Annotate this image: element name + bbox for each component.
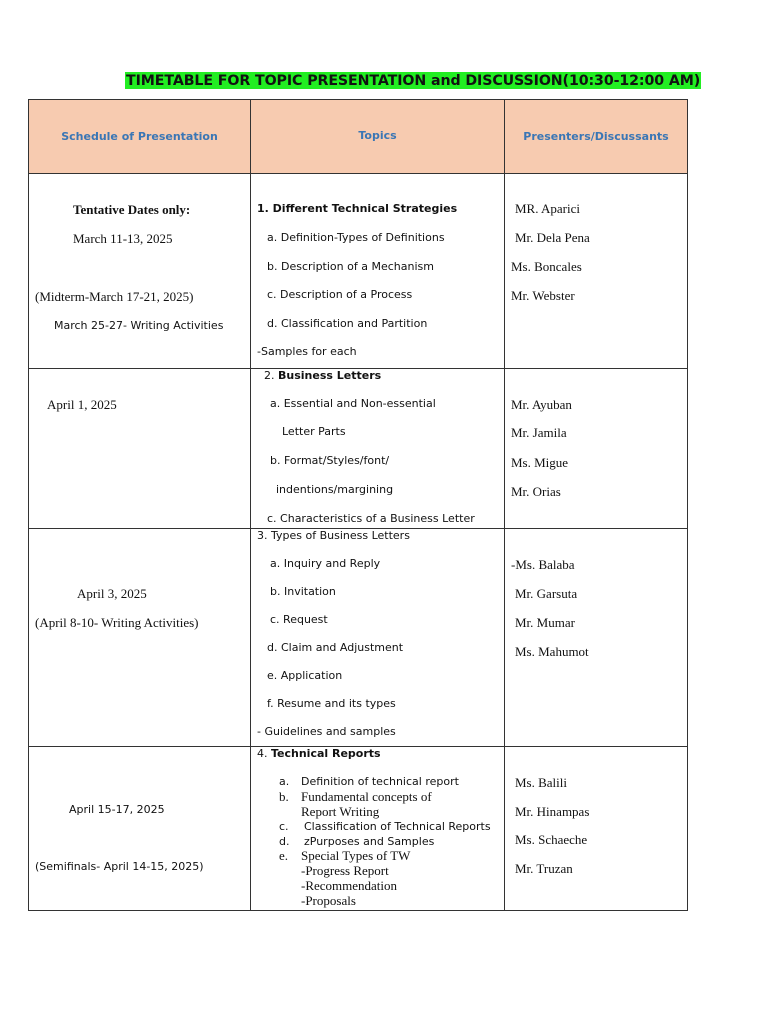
presenters-cell bbox=[505, 529, 688, 747]
presenter-name: Mr. Ayuban bbox=[511, 397, 572, 412]
topic-text: Special Types of TW bbox=[301, 848, 411, 863]
presenter-name: Mr. Hinampas bbox=[515, 804, 590, 819]
schedule-cell bbox=[29, 174, 251, 369]
presenter-name: MR. Aparici bbox=[515, 201, 580, 216]
presenter-name: Ms. Boncales bbox=[511, 259, 582, 274]
schedule-text: (Midterm-March 17-21, 2025) bbox=[35, 289, 194, 304]
topic-text: f. Resume and its types bbox=[267, 697, 396, 710]
list-marker: e. bbox=[279, 848, 289, 863]
topics-cell bbox=[251, 747, 505, 911]
table-row bbox=[29, 174, 688, 369]
presenter-name: Mr. Garsuta bbox=[515, 586, 578, 601]
presenter-name: Mr. Dela Pena bbox=[515, 230, 590, 245]
schedule-cell bbox=[29, 747, 251, 911]
topic-text: -Progress Report bbox=[301, 863, 389, 878]
topic-text: d. Classification and Partition bbox=[267, 317, 428, 330]
table-row bbox=[29, 747, 688, 911]
topic-text: Classification of Technical Reports bbox=[304, 820, 491, 833]
topic-text: - Guidelines and samples bbox=[257, 725, 396, 738]
topic-text: c. Characteristics of a Business Letter bbox=[267, 512, 475, 525]
presenter-name: -Ms. Balaba bbox=[511, 557, 575, 572]
topics-cell bbox=[251, 174, 505, 369]
topic-text: a. Definition-Types of Definitions bbox=[267, 231, 445, 244]
topic-text: a. Inquiry and Reply bbox=[270, 557, 381, 570]
topic-text: b. Invitation bbox=[270, 585, 336, 598]
topic-text: 1. Different Technical Strategies bbox=[257, 202, 458, 215]
list-marker: d. bbox=[279, 835, 290, 848]
schedule-text: Tentative Dates only: bbox=[73, 202, 191, 217]
presenter-name: Ms. Migue bbox=[511, 455, 569, 470]
table-row bbox=[29, 529, 688, 747]
topic-text: indentions/margining bbox=[276, 483, 394, 496]
topic-text: -Recommendation bbox=[301, 878, 398, 893]
topic-text: a. Essential and Non-essential bbox=[270, 397, 436, 410]
table-row bbox=[29, 369, 688, 529]
schedule-text: (Semifinals- April 14-15, 2025) bbox=[35, 860, 204, 873]
topic-text: b. Format/Styles/font/ bbox=[270, 454, 390, 467]
list-marker: a. bbox=[279, 775, 290, 788]
topic-text: Definition of technical report bbox=[301, 775, 459, 788]
presenter-name: Ms. Schaeche bbox=[515, 832, 588, 847]
topic-text: d. Claim and Adjustment bbox=[267, 641, 404, 654]
timetable bbox=[28, 99, 688, 911]
presenter-name: Ms. Mahumot bbox=[515, 644, 589, 659]
topic-text: zPurposes and Samples bbox=[304, 835, 435, 848]
presenter-name: Mr. Truzan bbox=[515, 861, 573, 876]
topic-text: Fundamental concepts of bbox=[301, 789, 432, 804]
topic-text: 3. Types of Business Letters bbox=[257, 529, 410, 542]
presenter-name: Mr. Jamila bbox=[511, 425, 567, 440]
header-schedule: Schedule of Presentation bbox=[29, 100, 251, 174]
schedule-text: March 11-13, 2025 bbox=[73, 231, 173, 246]
topic-text: Report Writing bbox=[301, 804, 380, 819]
presenter-name: Mr. Mumar bbox=[515, 615, 575, 630]
schedule-text: April 1, 2025 bbox=[47, 397, 117, 412]
topic-text: Letter Parts bbox=[282, 425, 346, 438]
presenter-name: Mr. Webster bbox=[511, 288, 575, 303]
topic-text: c. Request bbox=[270, 613, 328, 626]
topic-text: -Proposals bbox=[301, 893, 356, 908]
page-title: TIMETABLE FOR TOPIC PRESENTATION and DISCUSSION(10:30-12:00 AM) bbox=[126, 73, 701, 89]
presenter-name: Mr. Orias bbox=[511, 484, 561, 499]
schedule-text: April 15-17, 2025 bbox=[69, 803, 165, 816]
header-row bbox=[29, 100, 688, 174]
topic-text: c. Description of a Process bbox=[267, 288, 413, 301]
schedule-text: (April 8-10- Writing Activities) bbox=[35, 615, 199, 630]
presenter-name: Ms. Balili bbox=[515, 775, 568, 790]
topic-text: e. Application bbox=[267, 669, 343, 682]
list-marker: c. bbox=[279, 820, 289, 833]
presenters-cell bbox=[505, 369, 688, 529]
schedule-cell bbox=[29, 369, 251, 529]
topic-text: 2. Business Letters bbox=[264, 369, 382, 382]
presenters-cell bbox=[505, 747, 688, 911]
header-topics: Topics bbox=[251, 100, 505, 174]
schedule-cell bbox=[29, 529, 251, 747]
topics-cell bbox=[251, 529, 505, 747]
schedule-text: April 3, 2025 bbox=[77, 586, 147, 601]
list-marker: b. bbox=[279, 789, 289, 804]
presenters-cell bbox=[505, 174, 688, 369]
header-presenters: Presenters/Discussants bbox=[505, 100, 688, 174]
topic-text: b. Description of a Mechanism bbox=[267, 260, 434, 273]
topic-text: 4. Technical Reports bbox=[257, 747, 381, 760]
topics-cell bbox=[251, 369, 505, 529]
schedule-text: March 25-27- Writing Activities bbox=[54, 319, 224, 332]
topic-text: -Samples for each bbox=[257, 345, 357, 358]
